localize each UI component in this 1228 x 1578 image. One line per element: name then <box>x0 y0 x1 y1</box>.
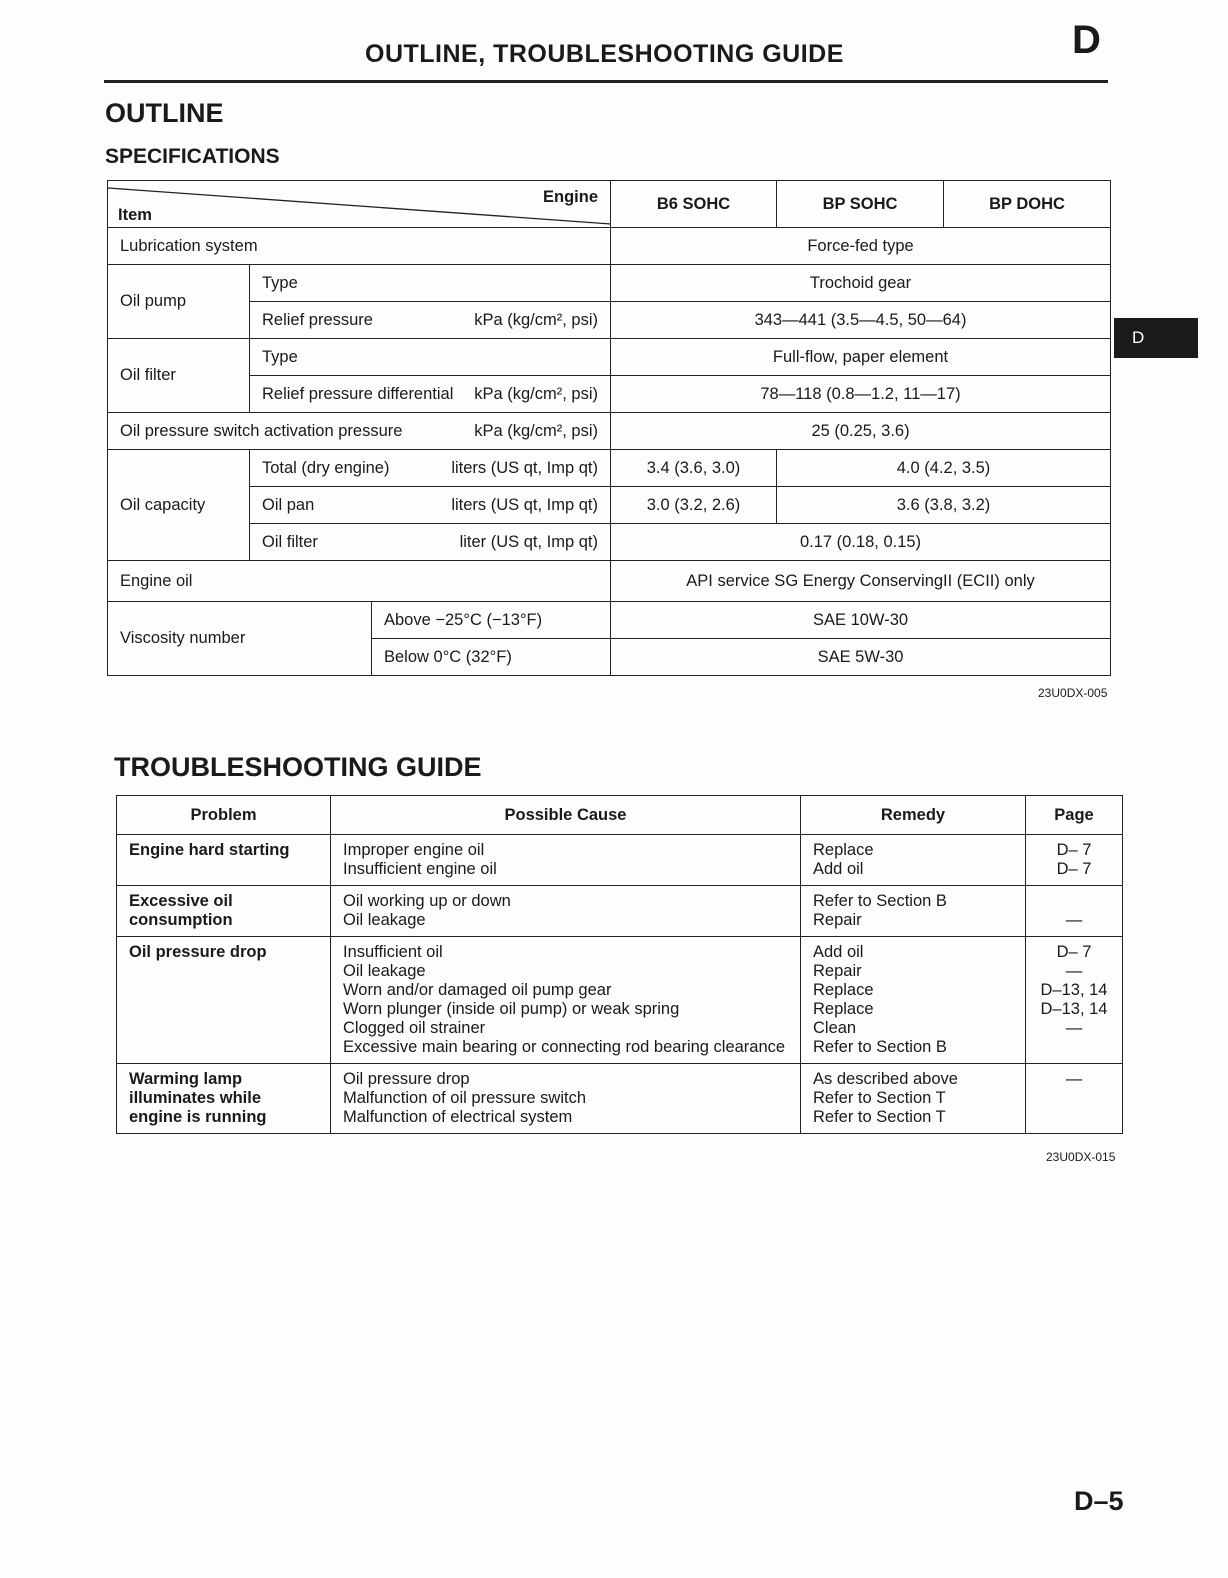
remedies-line: Add oil <box>813 860 864 878</box>
pages-line: D–13, 14 <box>1040 1000 1108 1018</box>
causes-line: Insufficient oil <box>343 943 443 961</box>
pages-cell <box>1026 1064 1123 1134</box>
pages-line: D– 7 <box>1056 860 1092 878</box>
row-value: 78—118 (0.8—1.2, 11—17) <box>611 376 1111 413</box>
remedies-cell <box>801 835 1026 886</box>
causes-line: Oil working up or down <box>343 892 511 910</box>
causes-line: Worn and/or damaged oil pump gear <box>343 981 612 999</box>
engine-bp-dohc: BP DOHC <box>944 181 1111 228</box>
spec-row <box>108 413 1111 450</box>
causes-line: Oil leakage <box>343 962 426 980</box>
unit-text: liter (US qt, Imp qt) <box>459 532 599 551</box>
corner-cell <box>108 181 611 228</box>
spec-row <box>108 339 1111 376</box>
row-value-b6: 3.4 (3.6, 3.0) <box>611 450 777 487</box>
row-value-b6: 3.0 (3.2, 2.6) <box>611 487 777 524</box>
remedies-line: Replace <box>813 1000 874 1018</box>
pages-cell <box>1026 886 1123 937</box>
row-value: Force-fed type <box>611 228 1111 265</box>
label-text: Relief pressure <box>262 310 373 329</box>
spec-row <box>108 450 1111 487</box>
remedies-line: Refer to Section T <box>813 1089 946 1107</box>
pages-line: — <box>1065 962 1083 980</box>
header-rule <box>104 80 1108 83</box>
row-value: 343—441 (3.5—4.5, 50—64) <box>611 302 1111 339</box>
unit-text: kPa (kg/cm², psi) <box>474 421 599 440</box>
remedies-line: Replace <box>813 981 874 999</box>
problem-line: Excessive oil consumption <box>129 892 233 929</box>
group-label: Oil capacity <box>108 450 250 561</box>
causes-line: Malfunction of electrical system <box>343 1108 573 1126</box>
remedies-cell <box>801 886 1026 937</box>
label-text: Relief pressure differential <box>262 384 454 403</box>
causes-line: Malfunction of oil pressure switch <box>343 1089 587 1107</box>
remedies-line: Clean <box>813 1019 857 1037</box>
row-label <box>250 524 611 561</box>
row-value-bp: 3.6 (3.8, 3.2) <box>777 487 1111 524</box>
figure-code: 23U0DX-005 <box>1038 686 1108 700</box>
pages-line: — <box>1065 911 1083 929</box>
row-value: Full-flow, paper element <box>611 339 1111 376</box>
pages-line: D– 7 <box>1056 943 1092 961</box>
specifications-table <box>107 180 1111 676</box>
row-value: SAE 10W-30 <box>611 602 1111 639</box>
causes-line: Improper engine oil <box>343 841 485 859</box>
section-letter: D <box>1072 18 1101 62</box>
remedies-line: Replace <box>813 841 874 859</box>
row-value: Trochoid gear <box>611 265 1111 302</box>
specifications-heading: SPECIFICATIONS <box>105 145 280 168</box>
spec-row <box>108 265 1111 302</box>
page-header-title: OUTLINE, TROUBLESHOOTING GUIDE <box>365 40 844 68</box>
row-label: Above −25°C (−13°F) <box>372 602 611 639</box>
page-number: D–5 <box>1074 1486 1124 1516</box>
row-label <box>250 376 611 413</box>
spec-row <box>108 561 1111 602</box>
row-label: Type <box>250 265 611 302</box>
remedies-line: Repair <box>813 911 862 929</box>
remedies-line: Add oil <box>813 943 864 961</box>
pages-line: D– 7 <box>1056 841 1092 859</box>
causes-cell <box>331 937 801 1064</box>
row-label <box>250 450 611 487</box>
engine-b6-sohc: B6 SOHC <box>611 181 777 228</box>
row-value: SAE 5W-30 <box>611 639 1111 676</box>
spec-row <box>108 376 1111 413</box>
row-label: Type <box>250 339 611 376</box>
problem-line: Engine hard starting <box>129 841 290 859</box>
spec-header-row <box>108 181 1111 228</box>
problem-line: Oil pressure drop <box>129 943 267 961</box>
row-label <box>250 302 611 339</box>
spec-row <box>108 602 1111 639</box>
causes-cell <box>331 835 801 886</box>
problem-cell <box>117 937 331 1064</box>
column-header: Remedy <box>801 796 1026 835</box>
section-tab: D <box>1114 318 1198 358</box>
ts-header-row <box>117 796 1123 835</box>
spec-row <box>108 228 1111 265</box>
troubleshooting-heading: TROUBLESHOOTING GUIDE <box>114 752 482 782</box>
table-row <box>117 1064 1123 1134</box>
unit-text: kPa (kg/cm², psi) <box>474 310 599 329</box>
spec-row <box>108 487 1111 524</box>
column-header: Possible Cause <box>331 796 801 835</box>
causes-line: Excessive main bearing or connecting rod bearing clearance <box>343 1038 786 1056</box>
label-text: Total (dry engine) <box>262 458 390 477</box>
label-text: Oil pressure switch activation pressure <box>120 421 403 440</box>
pages-line: — <box>1065 1070 1083 1088</box>
spec-row <box>108 524 1111 561</box>
remedies-line: Refer to Section B <box>813 1038 947 1056</box>
engine-bp-sohc: BP SOHC <box>777 181 944 228</box>
label-text: Oil filter <box>262 532 318 551</box>
causes-cell <box>331 886 801 937</box>
figure-code: 23U0DX-015 <box>1046 1150 1116 1164</box>
row-label: Lubrication system <box>108 228 611 265</box>
row-label: Below 0°C (32°F) <box>372 639 611 676</box>
causes-line: Insufficient engine oil <box>343 860 497 878</box>
remedies-line: Refer to Section T <box>813 1108 946 1126</box>
row-value: API service SG Energy ConservingII (ECII) only <box>611 561 1111 602</box>
row-value: 25 (0.25, 3.6) <box>611 413 1111 450</box>
unit-text: liters (US qt, Imp qt) <box>451 495 599 514</box>
pages-line: — <box>1065 1019 1083 1037</box>
outline-heading: OUTLINE <box>105 98 224 128</box>
problem-cell <box>117 1064 331 1134</box>
problem-line: Warming lamp illuminates while engine is running <box>129 1070 267 1126</box>
label-text: Oil pan <box>262 495 315 514</box>
causes-cell <box>331 1064 801 1134</box>
group-label: Oil pump <box>108 265 250 339</box>
table-row <box>117 835 1123 886</box>
row-label: Engine oil <box>108 561 611 602</box>
pages-cell <box>1026 937 1123 1064</box>
column-header: Page <box>1026 796 1123 835</box>
table-row <box>117 937 1123 1064</box>
pages-line <box>1038 892 1110 911</box>
causes-line: Worn plunger (inside oil pump) or weak spring <box>343 1000 680 1018</box>
diagonal-line <box>108 182 611 228</box>
remedies-cell <box>801 937 1026 1064</box>
row-value-bp: 4.0 (4.2, 3.5) <box>777 450 1111 487</box>
pages-cell <box>1026 835 1123 886</box>
column-header: Problem <box>117 796 331 835</box>
spec-row <box>108 302 1111 339</box>
row-value: 0.17 (0.18, 0.15) <box>611 524 1111 561</box>
causes-line: Oil pressure drop <box>343 1070 470 1088</box>
pages-line: D–13, 14 <box>1040 981 1108 999</box>
unit-text: liters (US qt, Imp qt) <box>451 458 599 477</box>
problem-cell <box>117 835 331 886</box>
remedies-cell <box>801 1064 1026 1134</box>
row-label <box>108 413 611 450</box>
group-label: Oil filter <box>108 339 250 413</box>
remedies-line: Refer to Section B <box>813 892 947 910</box>
corner-item-label: Item <box>118 206 152 224</box>
unit-text: kPa (kg/cm², psi) <box>474 384 599 403</box>
causes-line: Oil leakage <box>343 911 426 929</box>
causes-line: Clogged oil strainer <box>343 1019 486 1037</box>
group-label: Viscosity number <box>108 602 372 676</box>
table-row <box>117 886 1123 937</box>
troubleshooting-table <box>116 795 1123 1134</box>
remedies-line: As described above <box>813 1070 958 1088</box>
problem-cell <box>117 886 331 937</box>
corner-engine-label: Engine <box>543 188 599 206</box>
remedies-line: Repair <box>813 962 862 980</box>
row-label <box>250 487 611 524</box>
